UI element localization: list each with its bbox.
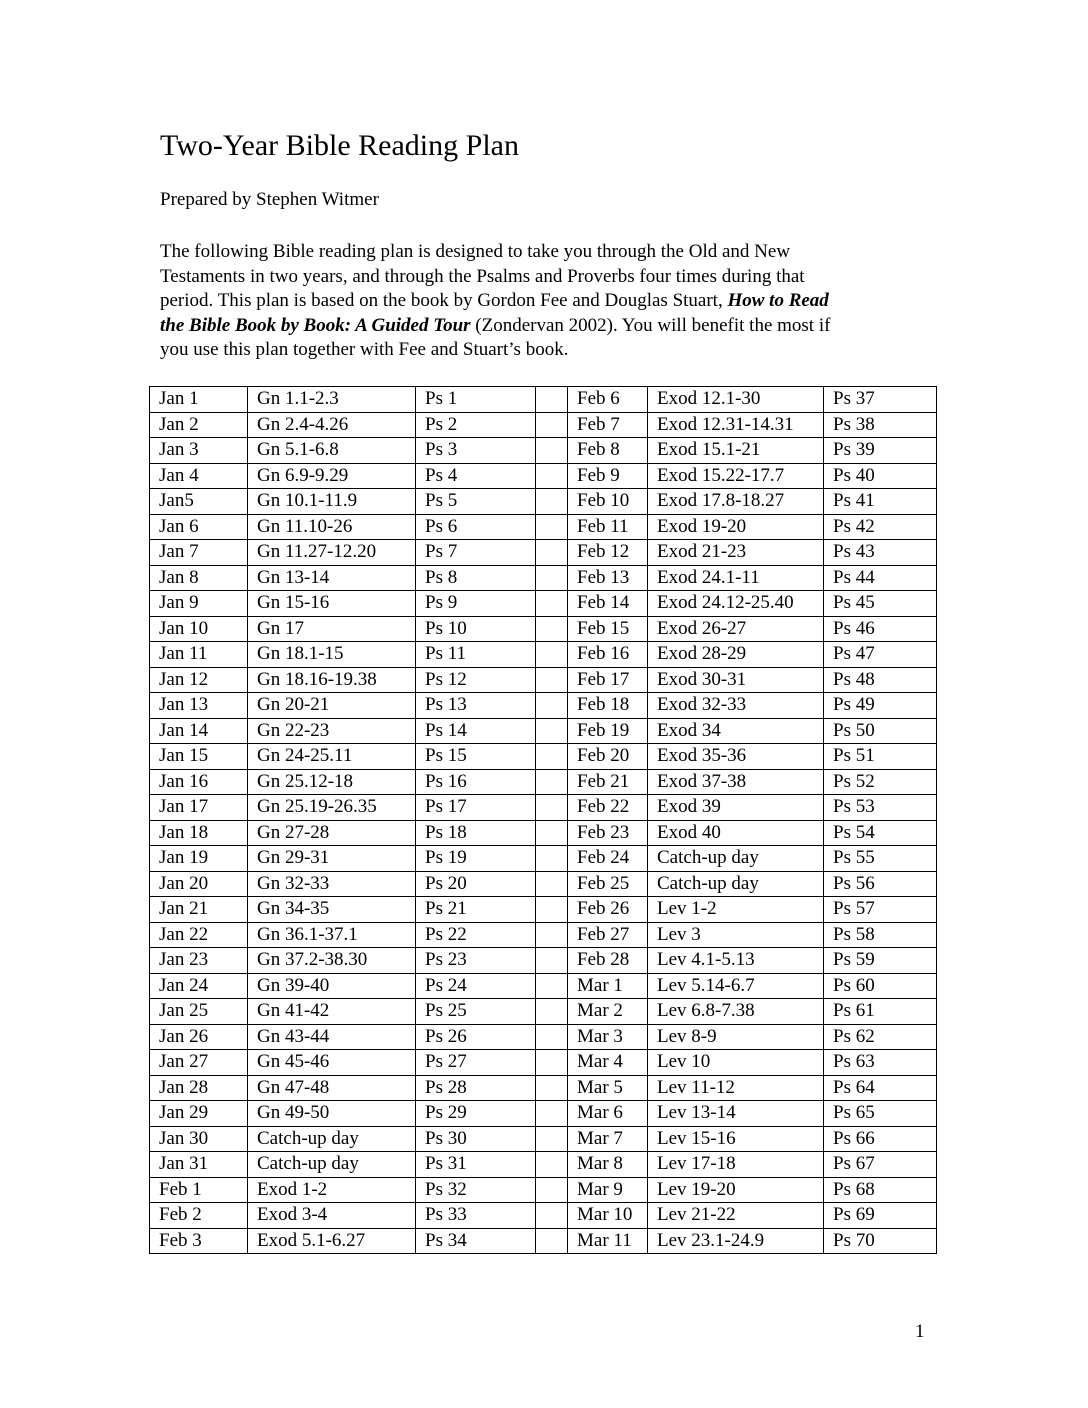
table-row (150, 565, 937, 591)
reading-cell: Gn 37.2-38.30 (248, 948, 416, 974)
spacer-cell (536, 820, 568, 846)
reading-cell: Lev 17-18 (648, 1152, 824, 1178)
date-cell: Feb 17 (568, 667, 648, 693)
table-row (150, 1203, 937, 1229)
spacer-cell (536, 1101, 568, 1127)
date-cell: Feb 13 (568, 565, 648, 591)
psalm-cell: Ps 49 (824, 693, 937, 719)
psalm-cell: Ps 41 (824, 489, 937, 515)
intro-line: you use this plan together with Fee and Stuart’s book. (160, 339, 569, 360)
psalm-cell: Ps 14 (416, 718, 536, 744)
psalm-cell: Ps 43 (824, 540, 937, 566)
psalm-cell: Ps 16 (416, 769, 536, 795)
reading-cell: Gn 17 (248, 616, 416, 642)
spacer-cell (536, 999, 568, 1025)
psalm-cell: Ps 56 (824, 871, 937, 897)
psalm-cell: Ps 47 (824, 642, 937, 668)
table-row (150, 463, 937, 489)
psalm-cell: Ps 55 (824, 846, 937, 872)
date-cell: Feb 19 (568, 718, 648, 744)
table-row (150, 1075, 937, 1101)
table-row (150, 438, 937, 464)
psalm-cell: Ps 31 (416, 1152, 536, 1178)
date-cell: Mar 4 (568, 1050, 648, 1076)
date-cell: Jan 10 (150, 616, 248, 642)
date-cell: Mar 3 (568, 1024, 648, 1050)
table-row (150, 693, 937, 719)
table-row (150, 1126, 937, 1152)
psalm-cell: Ps 29 (416, 1101, 536, 1127)
reading-cell: Lev 4.1-5.13 (648, 948, 824, 974)
date-cell: Feb 20 (568, 744, 648, 770)
psalm-cell: Ps 64 (824, 1075, 937, 1101)
reading-cell: Exod 40 (648, 820, 824, 846)
psalm-cell: Ps 7 (416, 540, 536, 566)
spacer-cell (536, 514, 568, 540)
psalm-cell: Ps 19 (416, 846, 536, 872)
psalm-cell: Ps 15 (416, 744, 536, 770)
psalm-cell: Ps 11 (416, 642, 536, 668)
table-row (150, 846, 937, 872)
table-row (150, 1050, 937, 1076)
date-cell: Feb 25 (568, 871, 648, 897)
table-row (150, 897, 937, 923)
psalm-cell: Ps 67 (824, 1152, 937, 1178)
reading-cell: Gn 13-14 (248, 565, 416, 591)
spacer-cell (536, 1203, 568, 1229)
reading-cell: Gn 25.12-18 (248, 769, 416, 795)
reading-cell: Exod 19-20 (648, 514, 824, 540)
table-row (150, 540, 937, 566)
date-cell: Feb 24 (568, 846, 648, 872)
table-row (150, 1177, 937, 1203)
reading-cell: Lev 11-12 (648, 1075, 824, 1101)
table-row (150, 616, 937, 642)
date-cell: Feb 16 (568, 642, 648, 668)
date-cell: Mar 10 (568, 1203, 648, 1229)
table-row (150, 948, 937, 974)
spacer-cell (536, 1050, 568, 1076)
table-row (150, 412, 937, 438)
spacer-cell (536, 642, 568, 668)
reading-cell: Lev 19-20 (648, 1177, 824, 1203)
spacer-cell (536, 387, 568, 413)
spacer-cell (536, 463, 568, 489)
reading-cell: Gn 10.1-11.9 (248, 489, 416, 515)
psalm-cell: Ps 9 (416, 591, 536, 617)
spacer-cell (536, 1024, 568, 1050)
date-cell: Feb 6 (568, 387, 648, 413)
psalm-cell: Ps 42 (824, 514, 937, 540)
spacer-cell (536, 744, 568, 770)
psalm-cell: Ps 60 (824, 973, 937, 999)
date-cell: Jan 31 (150, 1152, 248, 1178)
date-cell: Feb 9 (568, 463, 648, 489)
psalm-cell: Ps 4 (416, 463, 536, 489)
psalm-cell: Ps 40 (824, 463, 937, 489)
psalm-cell: Ps 17 (416, 795, 536, 821)
date-cell: Feb 14 (568, 591, 648, 617)
psalm-cell: Ps 54 (824, 820, 937, 846)
psalm-cell: Ps 62 (824, 1024, 937, 1050)
author-line: Prepared by Stephen Witmer (160, 189, 379, 210)
book-title: the Bible Book by Book: A Guided Tour (160, 314, 471, 336)
reading-cell: Lev 13-14 (648, 1101, 824, 1127)
date-cell: Jan 14 (150, 718, 248, 744)
reading-cell: Gn 5.1-6.8 (248, 438, 416, 464)
reading-cell: Exod 12.31-14.31 (648, 412, 824, 438)
reading-cell: Gn 24-25.11 (248, 744, 416, 770)
psalm-cell: Ps 1 (416, 387, 536, 413)
intro-paragraph (160, 240, 920, 363)
date-cell: Mar 9 (568, 1177, 648, 1203)
reading-cell: Exod 34 (648, 718, 824, 744)
reading-cell: Lev 21-22 (648, 1203, 824, 1229)
reading-plan-table (149, 386, 937, 1254)
reading-cell: Exod 37-38 (648, 769, 824, 795)
date-cell: Jan 18 (150, 820, 248, 846)
reading-cell: Catch-up day (248, 1152, 416, 1178)
psalm-cell: Ps 27 (416, 1050, 536, 1076)
table-row (150, 1228, 937, 1254)
spacer-cell (536, 1152, 568, 1178)
psalm-cell: Ps 68 (824, 1177, 937, 1203)
date-cell: Mar 11 (568, 1228, 648, 1254)
reading-cell: Gn 22-23 (248, 718, 416, 744)
reading-cell: Exod 32-33 (648, 693, 824, 719)
table-row (150, 667, 937, 693)
reading-cell: Exod 12.1-30 (648, 387, 824, 413)
date-cell: Feb 10 (568, 489, 648, 515)
reading-cell: Exod 26-27 (648, 616, 824, 642)
spacer-cell (536, 948, 568, 974)
table-row (150, 795, 937, 821)
table-row (150, 591, 937, 617)
date-cell: Mar 7 (568, 1126, 648, 1152)
table-row (150, 922, 937, 948)
date-cell: Jan 6 (150, 514, 248, 540)
reading-cell: Exod 15.1-21 (648, 438, 824, 464)
date-cell: Feb 3 (150, 1228, 248, 1254)
date-cell: Jan 7 (150, 540, 248, 566)
reading-cell: Gn 1.1-2.3 (248, 387, 416, 413)
table-row (150, 744, 937, 770)
reading-cell: Gn 41-42 (248, 999, 416, 1025)
psalm-cell: Ps 25 (416, 999, 536, 1025)
reading-cell: Exod 3-4 (248, 1203, 416, 1229)
psalm-cell: Ps 21 (416, 897, 536, 923)
psalm-cell: Ps 58 (824, 922, 937, 948)
date-cell: Jan 17 (150, 795, 248, 821)
psalm-cell: Ps 66 (824, 1126, 937, 1152)
reading-cell: Gn 34-35 (248, 897, 416, 923)
date-cell: Feb 1 (150, 1177, 248, 1203)
psalm-cell: Ps 6 (416, 514, 536, 540)
psalm-cell: Ps 3 (416, 438, 536, 464)
psalm-cell: Ps 44 (824, 565, 937, 591)
psalm-cell: Ps 65 (824, 1101, 937, 1127)
reading-cell: Lev 5.14-6.7 (648, 973, 824, 999)
psalm-cell: Ps 46 (824, 616, 937, 642)
date-cell: Feb 18 (568, 693, 648, 719)
table-row (150, 871, 937, 897)
date-cell: Feb 2 (150, 1203, 248, 1229)
reading-cell: Catch-up day (248, 1126, 416, 1152)
reading-cell: Lev 23.1-24.9 (648, 1228, 824, 1254)
table-row (150, 973, 937, 999)
reading-cell: Gn 49-50 (248, 1101, 416, 1127)
reading-cell: Lev 8-9 (648, 1024, 824, 1050)
reading-cell: Lev 15-16 (648, 1126, 824, 1152)
table-row (150, 1101, 937, 1127)
date-cell: Jan 26 (150, 1024, 248, 1050)
psalm-cell: Ps 38 (824, 412, 937, 438)
date-cell: Jan 2 (150, 412, 248, 438)
spacer-cell (536, 769, 568, 795)
date-cell: Jan 22 (150, 922, 248, 948)
date-cell: Jan 16 (150, 769, 248, 795)
table-row (150, 999, 937, 1025)
reading-cell: Gn 29-31 (248, 846, 416, 872)
date-cell: Mar 6 (568, 1101, 648, 1127)
date-cell: Jan 9 (150, 591, 248, 617)
psalm-cell: Ps 28 (416, 1075, 536, 1101)
spacer-cell (536, 1177, 568, 1203)
table-row (150, 1024, 937, 1050)
reading-cell: Gn 18.1-15 (248, 642, 416, 668)
spacer-cell (536, 438, 568, 464)
psalm-cell: Ps 32 (416, 1177, 536, 1203)
reading-cell: Gn 45-46 (248, 1050, 416, 1076)
reading-cell: Exod 28-29 (648, 642, 824, 668)
spacer-cell (536, 795, 568, 821)
reading-cell: Exod 1-2 (248, 1177, 416, 1203)
intro-text: (Zondervan 2002). You will benefit the most if (470, 314, 831, 336)
intro-text: period. This plan is based on the book by Gordon Fee and Douglas Stuart, (160, 290, 728, 311)
spacer-cell (536, 412, 568, 438)
reading-cell: Gn 6.9-9.29 (248, 463, 416, 489)
date-cell: Mar 5 (568, 1075, 648, 1101)
psalm-cell: Ps 24 (416, 973, 536, 999)
reading-cell: Exod 21-23 (648, 540, 824, 566)
date-cell: Feb 26 (568, 897, 648, 923)
psalm-cell: Ps 34 (416, 1228, 536, 1254)
spacer-cell (536, 540, 568, 566)
psalm-cell: Ps 22 (416, 922, 536, 948)
reading-cell: Catch-up day (648, 846, 824, 872)
psalm-cell: Ps 12 (416, 667, 536, 693)
date-cell: Jan 8 (150, 565, 248, 591)
psalm-cell: Ps 39 (824, 438, 937, 464)
spacer-cell (536, 1075, 568, 1101)
spacer-cell (536, 1228, 568, 1254)
date-cell: Mar 1 (568, 973, 648, 999)
reading-cell: Gn 36.1-37.1 (248, 922, 416, 948)
spacer-cell (536, 489, 568, 515)
reading-cell: Gn 18.16-19.38 (248, 667, 416, 693)
spacer-cell (536, 693, 568, 719)
date-cell: Jan 3 (150, 438, 248, 464)
table-row (150, 514, 937, 540)
psalm-cell: Ps 53 (824, 795, 937, 821)
date-cell: Jan 4 (150, 463, 248, 489)
psalm-cell: Ps 52 (824, 769, 937, 795)
date-cell: Feb 21 (568, 769, 648, 795)
reading-cell: Lev 10 (648, 1050, 824, 1076)
table-row (150, 718, 937, 744)
reading-cell: Gn 25.19-26.35 (248, 795, 416, 821)
date-cell: Jan 29 (150, 1101, 248, 1127)
date-cell: Jan 24 (150, 973, 248, 999)
psalm-cell: Ps 30 (416, 1126, 536, 1152)
psalm-cell: Ps 2 (416, 412, 536, 438)
spacer-cell (536, 1126, 568, 1152)
psalm-cell: Ps 70 (824, 1228, 937, 1254)
table-row (150, 489, 937, 515)
date-cell: Jan 28 (150, 1075, 248, 1101)
date-cell: Mar 2 (568, 999, 648, 1025)
reading-cell: Exod 5.1-6.27 (248, 1228, 416, 1254)
spacer-cell (536, 591, 568, 617)
date-cell: Jan 12 (150, 667, 248, 693)
table-row (150, 769, 937, 795)
date-cell: Jan 13 (150, 693, 248, 719)
psalm-cell: Ps 50 (824, 718, 937, 744)
reading-cell: Gn 2.4-4.26 (248, 412, 416, 438)
psalm-cell: Ps 13 (416, 693, 536, 719)
spacer-cell (536, 973, 568, 999)
date-cell: Jan 27 (150, 1050, 248, 1076)
spacer-cell (536, 897, 568, 923)
date-cell: Jan 23 (150, 948, 248, 974)
date-cell: Feb 22 (568, 795, 648, 821)
psalm-cell: Ps 10 (416, 616, 536, 642)
psalm-cell: Ps 18 (416, 820, 536, 846)
date-cell: Feb 12 (568, 540, 648, 566)
date-cell: Feb 7 (568, 412, 648, 438)
date-cell: Jan 25 (150, 999, 248, 1025)
psalm-cell: Ps 69 (824, 1203, 937, 1229)
date-cell: Jan 19 (150, 846, 248, 872)
date-cell: Feb 27 (568, 922, 648, 948)
reading-plan-body (150, 387, 937, 1254)
book-title: How to Read (727, 290, 829, 311)
date-cell: Jan 21 (150, 897, 248, 923)
date-cell: Feb 28 (568, 948, 648, 974)
intro-line (160, 289, 920, 314)
date-cell: Jan 1 (150, 387, 248, 413)
reading-cell: Exod 30-31 (648, 667, 824, 693)
reading-cell: Gn 43-44 (248, 1024, 416, 1050)
psalm-cell: Ps 51 (824, 744, 937, 770)
page-number: 1 (915, 1321, 925, 1342)
spacer-cell (536, 718, 568, 744)
psalm-cell: Ps 59 (824, 948, 937, 974)
reading-cell: Gn 32-33 (248, 871, 416, 897)
reading-cell: Gn 20-21 (248, 693, 416, 719)
psalm-cell: Ps 26 (416, 1024, 536, 1050)
date-cell: Feb 8 (568, 438, 648, 464)
reading-cell: Exod 15.22-17.7 (648, 463, 824, 489)
spacer-cell (536, 846, 568, 872)
reading-cell: Exod 35-36 (648, 744, 824, 770)
reading-cell: Catch-up day (648, 871, 824, 897)
reading-cell: Exod 24.1-11 (648, 565, 824, 591)
psalm-cell: Ps 57 (824, 897, 937, 923)
psalm-cell: Ps 61 (824, 999, 937, 1025)
date-cell: Feb 11 (568, 514, 648, 540)
reading-cell: Exod 24.12-25.40 (648, 591, 824, 617)
date-cell: Jan 20 (150, 871, 248, 897)
date-cell: Feb 23 (568, 820, 648, 846)
reading-cell: Gn 39-40 (248, 973, 416, 999)
reading-cell: Exod 39 (648, 795, 824, 821)
reading-cell: Gn 47-48 (248, 1075, 416, 1101)
reading-cell: Lev 1-2 (648, 897, 824, 923)
spacer-cell (536, 922, 568, 948)
date-cell: Jan5 (150, 489, 248, 515)
spacer-cell (536, 616, 568, 642)
reading-cell: Lev 6.8-7.38 (648, 999, 824, 1025)
date-cell: Jan 15 (150, 744, 248, 770)
spacer-cell (536, 667, 568, 693)
psalm-cell: Ps 45 (824, 591, 937, 617)
intro-line (160, 314, 920, 339)
psalm-cell: Ps 48 (824, 667, 937, 693)
reading-cell: Lev 3 (648, 922, 824, 948)
reading-cell: Exod 17.8-18.27 (648, 489, 824, 515)
date-cell: Jan 30 (150, 1126, 248, 1152)
psalm-cell: Ps 8 (416, 565, 536, 591)
table-row (150, 820, 937, 846)
date-cell: Mar 8 (568, 1152, 648, 1178)
reading-cell: Gn 11.10-26 (248, 514, 416, 540)
reading-cell: Gn 27-28 (248, 820, 416, 846)
intro-line: The following Bible reading plan is designed to take you through the Old and New (160, 241, 791, 262)
psalm-cell: Ps 5 (416, 489, 536, 515)
psalm-cell: Ps 63 (824, 1050, 937, 1076)
psalm-cell: Ps 20 (416, 871, 536, 897)
date-cell: Jan 11 (150, 642, 248, 668)
page-title: Two-Year Bible Reading Plan (160, 129, 519, 162)
psalm-cell: Ps 37 (824, 387, 937, 413)
psalm-cell: Ps 23 (416, 948, 536, 974)
date-cell: Feb 15 (568, 616, 648, 642)
spacer-cell (536, 871, 568, 897)
reading-cell: Gn 11.27-12.20 (248, 540, 416, 566)
reading-cell: Gn 15-16 (248, 591, 416, 617)
intro-line: Testaments in two years, and through the Psalms and Proverbs four times during that (160, 265, 805, 287)
spacer-cell (536, 565, 568, 591)
psalm-cell: Ps 33 (416, 1203, 536, 1229)
table-row (150, 387, 937, 413)
table-row (150, 642, 937, 668)
table-row (150, 1152, 937, 1178)
